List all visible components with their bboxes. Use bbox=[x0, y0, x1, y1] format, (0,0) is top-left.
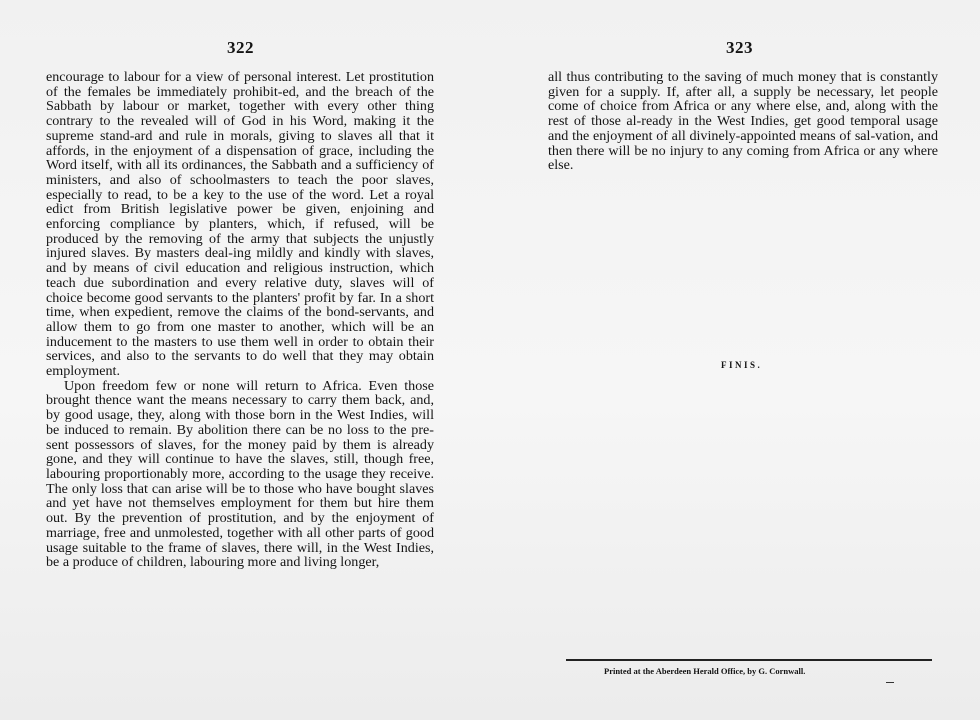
left-page-text bbox=[46, 70, 434, 570]
end-dash bbox=[886, 682, 894, 683]
paragraph-continued: encourage to labour for a view of personal interest. Let prostitution of the females be immediately prohibit-ed, and the breach of the Sabbath by labour or market, together with every other thing contrary to the revealed will of God in his Word, making it the supreme stand-ard and rule in morals, giving to slaves all that it affords, in the enjoyment of a dispensation of grace, including the Word itself, with all its ordinances, the Sabbath and a sufficiency of ministers, and also of schoolmasters to teach the poor slaves, especially to read, to be a key to the use of the word. Let a royal edict from British legislative power be given, enjoining and enforcing compliance by planters, which, if refused, will be produced by the removing of the army that subjects the unjustly injured slaves. By masters deal-ing mildly and kindly with slaves, and by means of civil education and religious instruction, which teach due subordination and every relative duty, slaves will of choice become good servants to the planters' profit by far. In a short time, when expedient, remove the claims of the bond-servants, and allow them to go from one master to another, which will be an inducement to the masters to use them well in order to obtain their services, and also to the servants to do well that they may obtain employment. bbox=[46, 69, 434, 380]
page-number-right: 323 bbox=[726, 38, 753, 57]
imprint-rule bbox=[566, 659, 932, 661]
finis-mark: FINIS. bbox=[721, 360, 763, 370]
paragraph-conclusion: all thus contributing to the saving of much money that is constantly given for a supply. If, after all, a supply be necessary, let people come of choice from Africa or any where else, and, along with the rest of those al-ready in the West Indies, get good temporal usage and the enjoyment of all divinely-appointed means of sal-vation, and then there will be no injury to any coming from Africa or any where else. bbox=[548, 69, 938, 174]
page-number-left: 322 bbox=[227, 38, 254, 57]
right-page-text bbox=[548, 70, 938, 173]
printer-imprint: Printed at the Aberdeen Herald Office, by G. Cornwall. bbox=[604, 666, 806, 676]
paragraph-freedom: Upon freedom few or none will return to Africa. Even those brought thence want the means necessary to carry them back, and, by good usage, they, along with those born in the West Indies, will be induced to remain. By abolition there can be no loss to the pre-sent possessors of slaves, for the money paid by them is already gone, and they will continue to have the slaves, still, though free, labouring proportionably more, according to the usage they receive. The only loss that can arise will be to those who have bought slaves and yet have not themselves employment for them but hire them out. By the prevention of prostitution, and by the enjoyment of marriage, free and unmolested, together with all other parts of good usage suitable to the frame of slaves, there will, in the West Indies, be a produce of children, labouring more and living longer, bbox=[46, 377, 434, 571]
